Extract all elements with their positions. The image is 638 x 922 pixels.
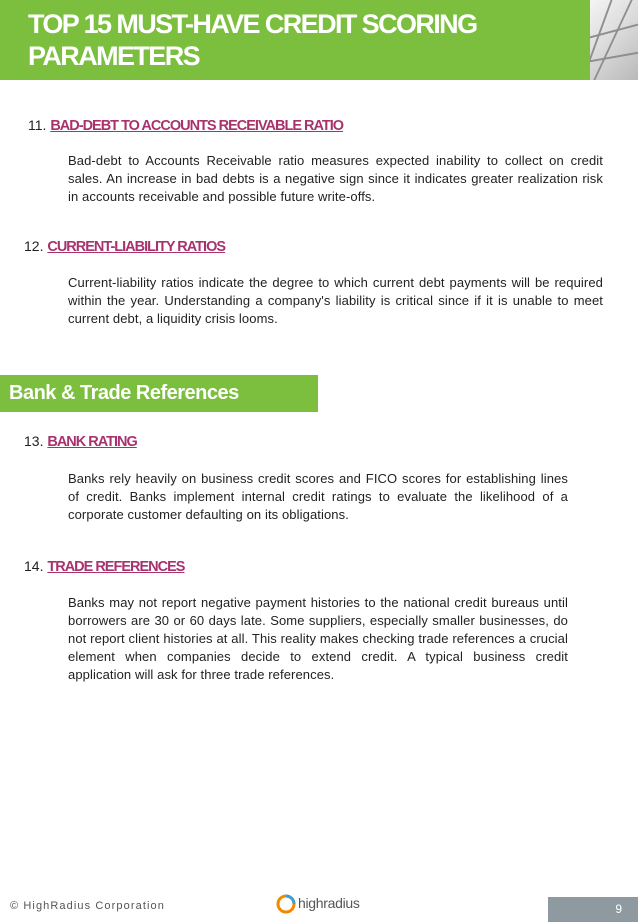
- logo-wordmark: highradius: [298, 895, 360, 911]
- item-paragraph-11: Bad-debt to Accounts Receivable ratio measures expected inability to collect on credit sales. An increase in bad debts is a negative sign since it indicates greater realization risk in accounts receivable and possible future write-offs.: [68, 153, 603, 204]
- item-title: TRADE REFERENCES: [47, 559, 185, 575]
- item-number: 13.: [24, 433, 44, 449]
- item-paragraph-12: Current-liability ratios indicate the degree to which current debt payments will be required within the year. Understanding a company's liability is critical since if it is unable to meet current debt, a liquidity crisis looms.: [68, 275, 603, 326]
- item-heading-14: [24, 558, 184, 575]
- page-number-box: [548, 897, 638, 922]
- section-title: Bank & Trade References: [9, 382, 239, 404]
- item-title: BANK RATING: [47, 434, 137, 450]
- section-banner: [0, 375, 318, 412]
- item-number: 14.: [24, 558, 44, 574]
- page-title: TOP 15 MUST-HAVE CREDIT SCORING PARAMETERS: [28, 9, 477, 71]
- item-heading-13: [24, 433, 137, 450]
- item-number: 12.: [24, 238, 44, 254]
- item-title: CURRENT-LIABILITY RATIOS: [47, 239, 226, 255]
- item-number: 11.: [28, 117, 47, 133]
- item-heading-12: [24, 238, 225, 255]
- item-paragraph-13: Banks rely heavily on business credit scores and FICO scores for establishing lines of credit. Banks implement internal credit ratings to evaluate the likelihood of a corporate customer defaulting on its obligations.: [68, 471, 568, 522]
- item-title: BAD-DEBT TO ACCOUNTS RECEIVABLE RATIO: [50, 118, 344, 134]
- footer-copyright: © HighRadius Corporation: [10, 900, 165, 912]
- highradius-logo-icon: [276, 894, 296, 914]
- item-heading-11: [28, 117, 343, 134]
- header-architecture-image: [590, 0, 638, 80]
- item-paragraph-14: Banks may not report negative payment histories to the national credit bureaus until borrowers are 30 or 60 days late. Some suppliers, especially smaller businesses, do not report client histories at all. This reality makes checking trade references a crucial element when companies decide to extend credit. A typical business credit application will ask for three trade references.: [68, 595, 568, 682]
- footer-logo: [276, 892, 376, 918]
- page-number: 9: [615, 902, 622, 916]
